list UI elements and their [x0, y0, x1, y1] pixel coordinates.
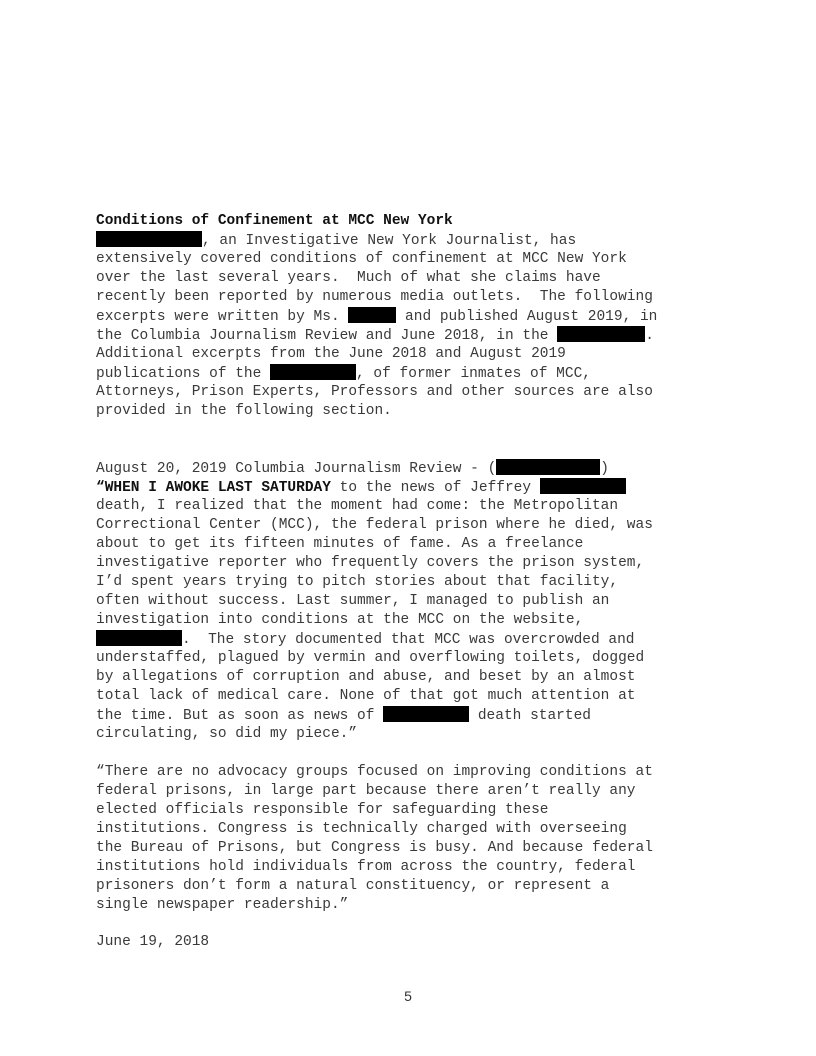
intro-line-5: excerpts were written by Ms. and published August 2019, in: [96, 309, 658, 325]
cjr-line-8: investigation into conditions at the MCC on the website,: [96, 612, 584, 628]
cjr-line-3: Correctional Center (MCC), the federal prison where he died, was: [96, 517, 653, 533]
redaction-block: [96, 231, 202, 247]
intro-line-4: recently been reported by numerous media outlets. The following: [96, 289, 653, 305]
cjr-line-6: I’d spent years trying to pitch stories about that facility,: [96, 574, 619, 590]
cjr-line-12: total lack of medical care. None of that got much attention at: [96, 688, 636, 704]
intro-line-10: provided in the following section.: [96, 403, 392, 419]
quote2-line-2: federal prisons, in large part because there aren’t really any: [96, 783, 636, 799]
page-number: 5: [404, 988, 412, 1004]
quote2-line-4: institutions. Congress is technically charged with overseeing: [96, 821, 627, 837]
quote2-line-5: the Bureau of Prisons, but Congress is busy. And because federal: [96, 840, 653, 856]
cjr-line-5: investigative reporter who frequently covers the prison system,: [96, 555, 645, 571]
cjr-line-9: . The story documented that MCC was overcrowded and: [96, 630, 634, 650]
redaction-block: [270, 364, 356, 380]
intro-line-1: , an Investigative New York Journalist, has: [96, 231, 576, 251]
cjr-line-14: circulating, so did my piece.”: [96, 726, 358, 742]
date-line: June 19, 2018: [96, 934, 210, 950]
intro-line-8: publications of the , of former inmates of MCC,: [96, 366, 591, 382]
quote2-line-6: institutions hold individuals from across the country, federal: [96, 859, 636, 875]
cjr-line-7: often without success. Last summer, I managed to publish an: [96, 593, 610, 609]
cjr-header: August 20, 2019 Columbia Journalism Review - ( ): [96, 461, 609, 477]
quote2-line-1: “There are no advocacy groups focused on improving conditions at: [96, 764, 653, 780]
cjr-line-4: about to get its fifteen minutes of fame. As a freelance: [96, 536, 584, 552]
intro-line-6: the Columbia Journalism Review and June 2018, in the .: [96, 328, 654, 344]
intro-line-7: Additional excerpts from the June 2018 and August 2019: [96, 346, 566, 362]
redaction-block: [96, 630, 182, 646]
cjr-line-2: death, I realized that the moment had come: the Metropolitan: [96, 498, 619, 514]
redaction-block: [557, 326, 645, 342]
redaction-block: [348, 307, 396, 323]
intro-line-2: extensively covered conditions of confinement at MCC New York: [96, 251, 627, 267]
section-title: Conditions of Confinement at MCC New York: [96, 213, 453, 229]
intro-line-3: over the last several years. Much of what she claims have: [96, 270, 601, 286]
redaction-block: [496, 459, 600, 475]
intro-line-9: Attorneys, Prison Experts, Professors and other sources are also: [96, 384, 653, 400]
cjr-line-13: the time. But as soon as news of death started: [96, 708, 591, 724]
cjr-line-11: by allegations of corruption and abuse, and beset by an almost: [96, 669, 636, 685]
redaction-block: [383, 706, 469, 722]
redaction-block: [540, 478, 626, 494]
quote2-line-3: elected officials responsible for safeguarding these: [96, 802, 549, 818]
cjr-line-10: understaffed, plagued by vermin and overflowing toilets, dogged: [96, 650, 645, 666]
quote2-line-8: single newspaper readership.”: [96, 897, 349, 913]
quote2-line-7: prisoners don’t form a natural constituency, or represent a: [96, 878, 610, 894]
cjr-line-1: “WHEN I AWOKE LAST SATURDAY to the news of Jeffrey: [96, 478, 626, 498]
